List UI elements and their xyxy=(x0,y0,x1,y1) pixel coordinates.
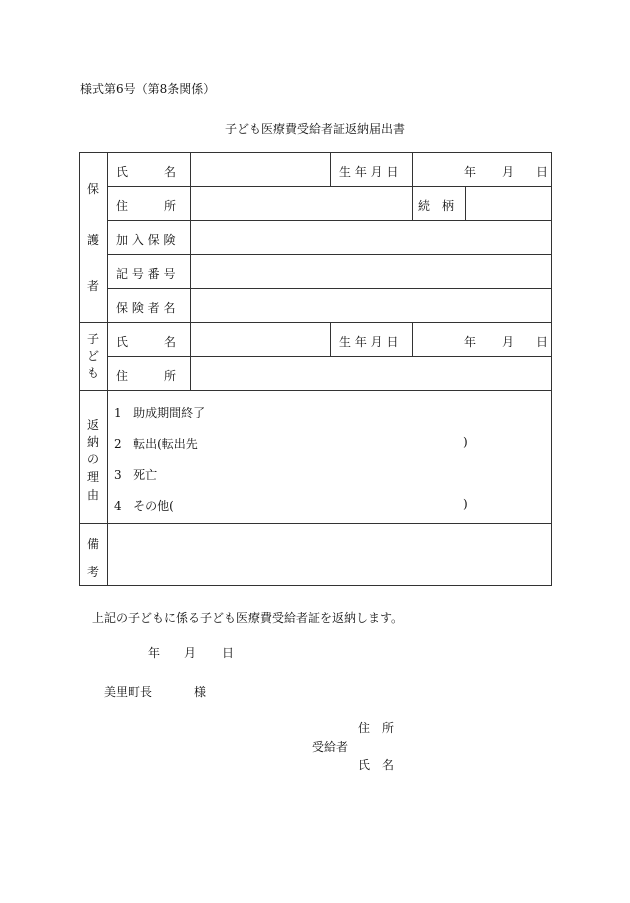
date-day-char: 日 xyxy=(536,165,549,179)
child-heading-char: も xyxy=(87,366,100,380)
remarks-heading-char: 備 xyxy=(87,537,100,551)
remarks-heading-char: 考 xyxy=(87,565,100,579)
reason-number: 1 xyxy=(114,406,122,420)
reason-heading-char: 納 xyxy=(87,435,100,449)
reason-number: 3 xyxy=(114,468,122,482)
recipient-address-label: 住 所 xyxy=(358,721,395,735)
guardian-name-field[interactable] xyxy=(191,153,330,186)
date-day-char: 日 xyxy=(222,646,235,660)
date-day-char: 日 xyxy=(536,335,549,349)
reason-number: 2 xyxy=(114,437,122,451)
child-address-field[interactable] xyxy=(191,357,551,390)
relation-label: 続 柄 xyxy=(418,199,455,213)
guardian-address-field[interactable] xyxy=(191,187,412,220)
insurance-field[interactable] xyxy=(191,221,551,254)
recipient-label: 受給者 xyxy=(312,740,349,754)
return-statement: 上記の子どもに係る子ども医療費受給者証を返納します。 xyxy=(92,611,404,625)
relation-field[interactable] xyxy=(466,187,551,220)
recipient-name-label: 氏 名 xyxy=(358,758,395,772)
guardian-heading-char: 保 xyxy=(87,182,100,196)
child-birthdate-label: 生 年 月 日 xyxy=(339,335,399,349)
reason-heading-char: 返 xyxy=(87,418,100,432)
insurer-name-label: 保 険 者 名 xyxy=(116,301,176,315)
guardian-heading-char: 者 xyxy=(87,279,100,293)
child-heading-char: 子 xyxy=(87,332,100,346)
symbol-number-label: 記 号 番 号 xyxy=(116,267,176,281)
guardian-birthdate-label: 生 年 月 日 xyxy=(339,165,399,179)
guardian-name-label: 氏 名 xyxy=(116,165,177,179)
reason-heading-char: 理 xyxy=(87,470,100,484)
date-year-char: 年 xyxy=(464,335,477,349)
date-year-char: 年 xyxy=(464,165,477,179)
reason-number: 4 xyxy=(114,499,122,513)
guardian-heading-char: 護 xyxy=(87,233,100,247)
reason-text: 助成期間終了 xyxy=(133,406,206,420)
reason-heading-char: の xyxy=(87,452,100,466)
reason-text: その他( xyxy=(133,499,174,513)
child-address-label: 住 所 xyxy=(116,369,177,383)
reason-option-3[interactable] xyxy=(114,466,157,483)
child-birthdate-field[interactable] xyxy=(413,323,551,356)
reason-option-4[interactable] xyxy=(114,497,174,514)
reason-close-paren: ) xyxy=(463,435,468,449)
date-month-char: 月 xyxy=(502,165,515,179)
guardian-address-label: 住 所 xyxy=(116,199,177,213)
date-year-char: 年 xyxy=(148,646,161,660)
reason-heading-char: 由 xyxy=(87,488,100,502)
guardian-birthdate-field[interactable] xyxy=(413,153,551,186)
child-heading-char: ど xyxy=(87,349,100,363)
form-number: 様式第6号（第8条関係） xyxy=(80,82,216,96)
addressee-name: 美里町長 xyxy=(104,685,153,699)
reason-option-1[interactable] xyxy=(114,404,205,421)
date-month-char: 月 xyxy=(184,646,197,660)
date-month-char: 月 xyxy=(502,335,515,349)
reason-close-paren: ) xyxy=(463,497,468,511)
remarks-field[interactable] xyxy=(108,524,551,585)
form-title: 子ども医療費受給者証返納届出書 xyxy=(224,122,405,136)
honorific: 様 xyxy=(194,685,207,699)
addressee xyxy=(104,683,206,700)
submission-date xyxy=(148,644,234,661)
child-name-field[interactable] xyxy=(191,323,330,356)
symbol-number-field[interactable] xyxy=(191,255,551,288)
reason-text: 転出(転出先 xyxy=(133,437,198,451)
insurer-name-field[interactable] xyxy=(191,289,551,322)
reason-option-2[interactable] xyxy=(114,435,198,452)
reason-text: 死亡 xyxy=(133,468,158,482)
insurance-label: 加 入 保 険 xyxy=(116,233,176,247)
child-name-label: 氏 名 xyxy=(116,335,177,349)
